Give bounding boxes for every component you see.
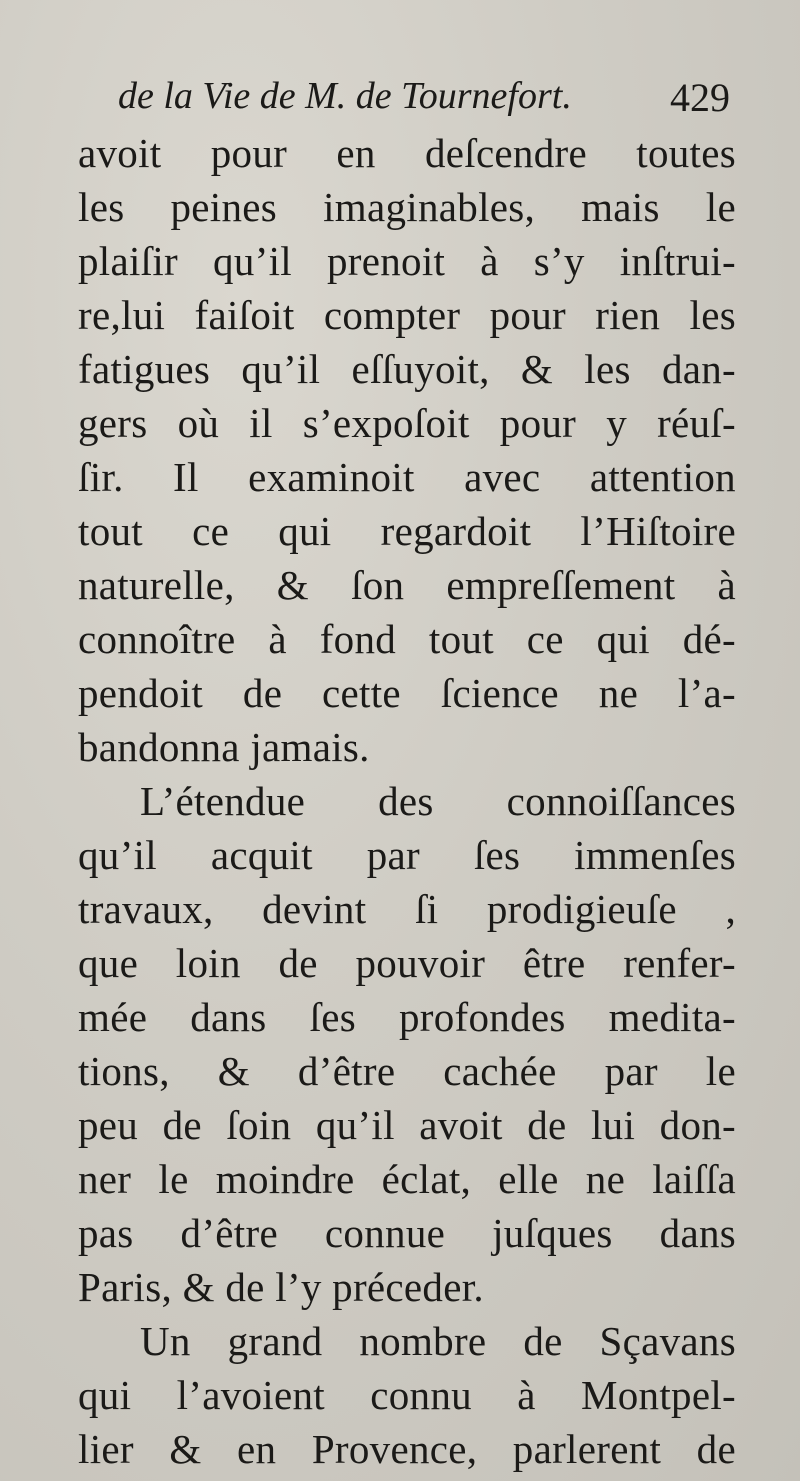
text-line: bandonna jamais. <box>78 724 370 770</box>
text-line: ner le moindre éclat, elle ne laiſſa <box>78 1156 736 1202</box>
text-line: qu’il acquit par ſes immenſes <box>78 832 736 878</box>
text-line: que loin de pouvoir être renfer- <box>78 940 736 986</box>
text-line: connoître à fond tout ce qui dé- <box>78 616 736 662</box>
text-line: pas d’être connue juſques dans <box>78 1210 736 1256</box>
text-line: fatigues qu’il eſſuyoit, & les dan- <box>78 346 736 392</box>
page-number: 429 <box>670 75 730 120</box>
text-line: tions, & d’être cachée par le <box>78 1048 736 1094</box>
text-line: lier & en Provence, parlerent de <box>78 1426 736 1472</box>
text-line: mée dans ſes profondes medita- <box>78 994 736 1040</box>
text-line: gers où il s’expoſoit pour y réuſ- <box>78 400 736 446</box>
text-line: avoit pour en deſcendre toutes <box>78 130 736 176</box>
paragraph-start-line: L’étendue des connoiſſances <box>140 778 736 824</box>
text-line: tout ce qui regardoit l’Hiſtoire <box>78 508 736 554</box>
text-line: ſir. Il examinoit avec attention <box>78 454 736 500</box>
text-line: peu de ſoin qu’il avoit de lui don- <box>78 1102 736 1148</box>
text-line: naturelle, & ſon empreſſement à <box>78 562 736 608</box>
text-line: les peines imaginables, mais le <box>78 184 736 230</box>
text-line: plaiſir qu’il prenoit à s’y inſtrui- <box>78 238 736 284</box>
text-line: Paris, & de l’y préceder. <box>78 1264 484 1310</box>
text-line: pendoit de cette ſcience ne l’a- <box>78 670 736 716</box>
text-line: qui l’avoient connu à Montpel- <box>78 1372 736 1418</box>
text-line: travaux, devint ſi prodigieuſe , <box>78 886 736 932</box>
running-head-title: de la Vie de M. de Tournefort. <box>118 75 572 117</box>
paragraph-start-line: Un grand nombre de Sçavans <box>140 1318 736 1364</box>
text-line: re,lui faiſoit compter pour rien les <box>78 292 736 338</box>
running-head <box>118 68 738 124</box>
